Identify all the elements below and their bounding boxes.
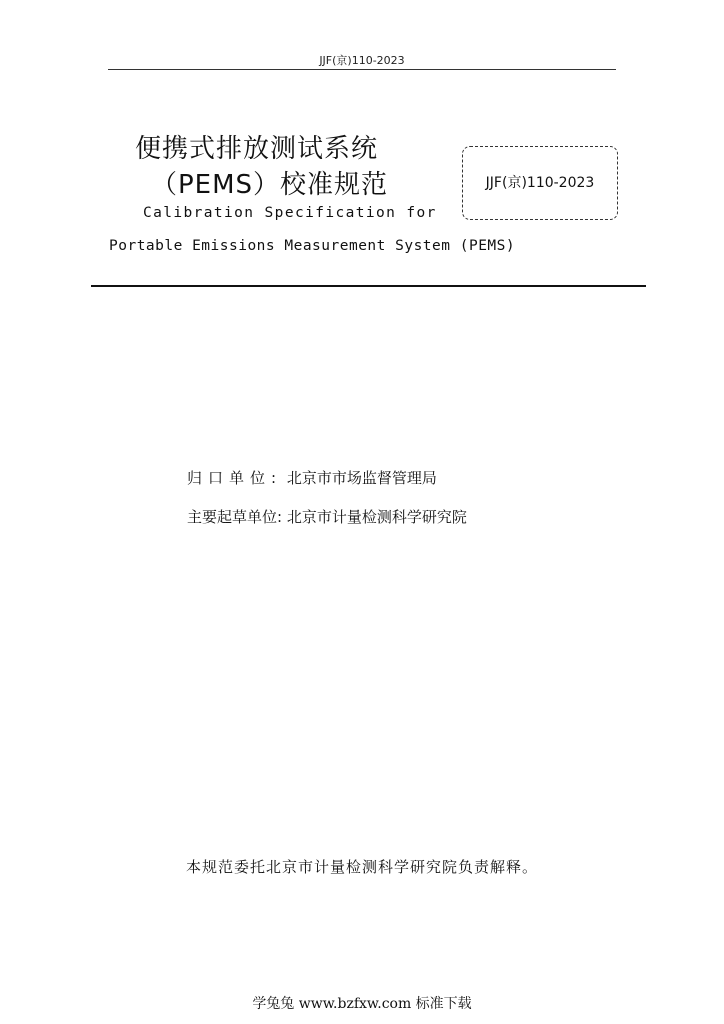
responsible-unit-label: 归口单位: <box>187 469 283 487</box>
footer-watermark: 学兔兔 www.bzfxw.com 标准下载 <box>252 996 472 1012</box>
header-divider <box>108 69 616 70</box>
title-chinese-line1: 便携式排放测试系统 <box>135 134 379 164</box>
title-divider <box>91 285 646 287</box>
document-code-box-text: JJF(京)110-2023 <box>485 175 595 191</box>
drafting-unit-value: 北京市计量检测科学研究院 <box>286 508 467 526</box>
responsible-unit-row <box>187 467 437 488</box>
responsible-unit-value: 北京市市场监督管理局 <box>286 469 437 487</box>
title-english-line1: Calibration Specification for <box>143 205 437 221</box>
interpretation-statement: 本规范委托北京市计量检测科学研究院负责解释。 <box>185 858 538 876</box>
header-document-code: JJF(京)110-2023 <box>319 54 405 67</box>
title-english-line2: Portable Emissions Measurement System (PEMS) <box>109 238 516 254</box>
drafting-unit-label: 主要起草单位: <box>187 508 283 526</box>
title-chinese-line2: （PEMS）校准规范 <box>151 170 389 200</box>
drafting-unit-row <box>187 506 467 527</box>
